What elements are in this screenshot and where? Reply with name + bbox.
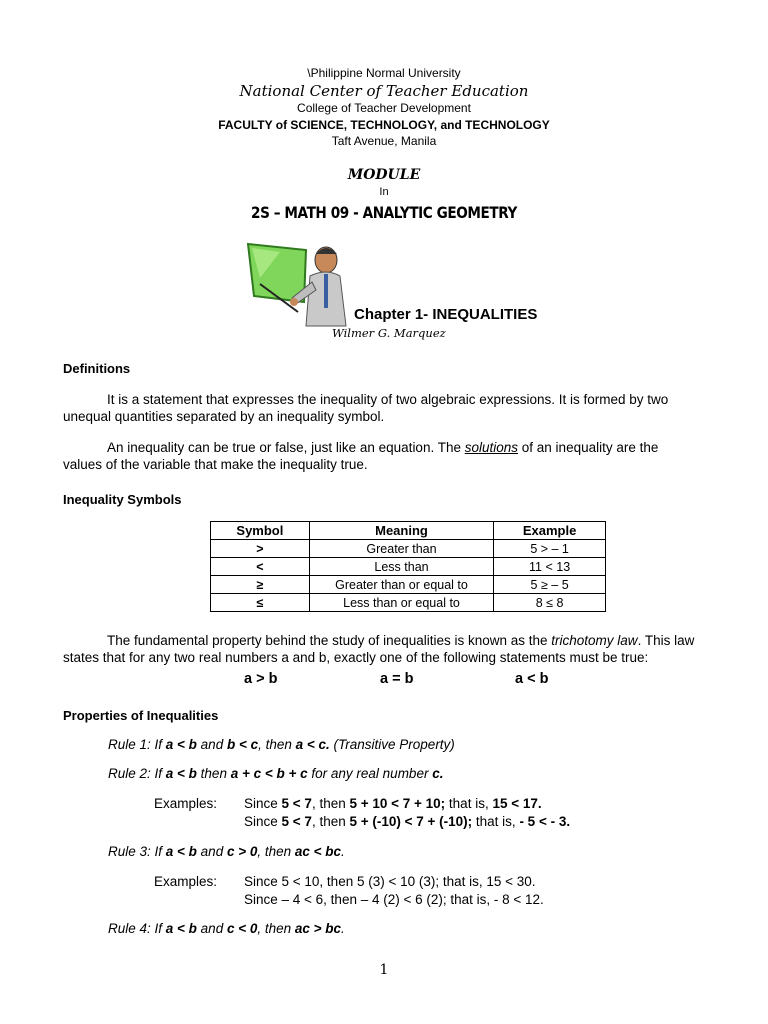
- rule-2-example-2: Since 5 < 7, then 5 + (-10) < 7 + (-10); that is, - 5 < - 3.: [244, 814, 571, 829]
- definitions-heading: Definitions: [63, 361, 131, 376]
- teacher-clipart: [240, 238, 350, 328]
- rule-4: Rule 4: If a < b and c < 0, then ac > bc.: [108, 921, 345, 936]
- meaning-cell: Greater than: [309, 540, 493, 558]
- table-header-row: [211, 522, 606, 540]
- trichotomy-paragraph: The fundamental property behind the study of inequalities is known as the trichotomy law. This law states that for any two real numbers a and b, exactly one of the following statements must be true:: [63, 633, 695, 665]
- example-cell: 5 ≥ – 5: [494, 576, 606, 594]
- rule-2-example-1: Since 5 < 7, then 5 + 10 < 7 + 10; that is, 15 < 17.: [244, 796, 542, 811]
- table-row: [211, 558, 606, 576]
- table-row: [211, 576, 606, 594]
- center-name: National Center of Teacher Education: [239, 82, 529, 100]
- rule-2: Rule 2: If a < b then a + c < b + c for any real number c.: [108, 766, 444, 781]
- author-name: Wilmer G. Marquez: [332, 326, 446, 340]
- address: Taft Avenue, Manila: [331, 134, 437, 148]
- rule-3: Rule 3: If a < b and c > 0, then ac < bc.: [108, 844, 345, 859]
- rule-1: Rule 1: If a < b and b < c, then a < c. (Transitive Property): [108, 737, 455, 752]
- module-label: MODULE: [347, 167, 421, 183]
- symbol-cell: >: [211, 540, 310, 558]
- meaning-cell: Greater than or equal to: [309, 576, 493, 594]
- trichotomy-statement-3: a < b: [515, 671, 549, 687]
- trichotomy-statement-1: a > b: [244, 671, 278, 687]
- rule-3-example-2: Since – 4 < 6, then – 4 (2) < 6 (2); that is, - 8 < 12.: [244, 892, 544, 907]
- symbol-cell: ≥: [211, 576, 310, 594]
- trichotomy-statement-2: a = b: [380, 671, 414, 687]
- module-in: In: [379, 186, 389, 198]
- example-cell: 5 > – 1: [494, 540, 606, 558]
- symbol-cell: <: [211, 558, 310, 576]
- table-row: [211, 540, 606, 558]
- definition-paragraph: It is a statement that expresses the inequality of two algebraic expressions. It is formed by two unequal quantities separated by an inequality symbol.: [63, 392, 669, 424]
- rule-3-example-1: Since 5 < 10, then 5 (3) < 10 (3); that is, 15 < 30.: [244, 874, 536, 889]
- college-name: College of Teacher Development: [297, 101, 471, 115]
- column-header: Meaning: [309, 522, 493, 540]
- solutions-term: solutions: [464, 440, 519, 455]
- column-header: Symbol: [211, 522, 310, 540]
- examples-label: Examples:: [154, 874, 218, 889]
- table-row: [211, 594, 606, 612]
- meaning-cell: Less than: [309, 558, 493, 576]
- university-name: \Philippine Normal University: [307, 66, 461, 80]
- trichotomy-term: trichotomy law: [551, 633, 638, 648]
- symbols-heading: Inequality Symbols: [63, 492, 182, 507]
- symbol-cell: ≤: [211, 594, 310, 612]
- meaning-cell: Less than or equal to: [309, 594, 493, 612]
- examples-label: Examples:: [154, 796, 218, 811]
- example-cell: 11 < 13: [494, 558, 606, 576]
- properties-heading: Properties of Inequalities: [63, 708, 219, 723]
- page-number: 1: [379, 962, 389, 978]
- symbols-table: [210, 521, 606, 612]
- faculty-name: FACULTY of SCIENCE, TECHNOLOGY, and TECHNOLOGY: [218, 118, 550, 132]
- example-cell: 8 ≤ 8: [494, 594, 606, 612]
- chapter-title: Chapter 1- INEQUALITIES: [354, 306, 538, 323]
- course-title: 2S – MATH 09 - ANALYTIC GEOMETRY: [251, 203, 517, 222]
- column-header: Example: [494, 522, 606, 540]
- solutions-paragraph: An inequality can be true or false, just like an equation. The solutions of an inequality are the values of the variable that make the inequality true.: [63, 440, 659, 472]
